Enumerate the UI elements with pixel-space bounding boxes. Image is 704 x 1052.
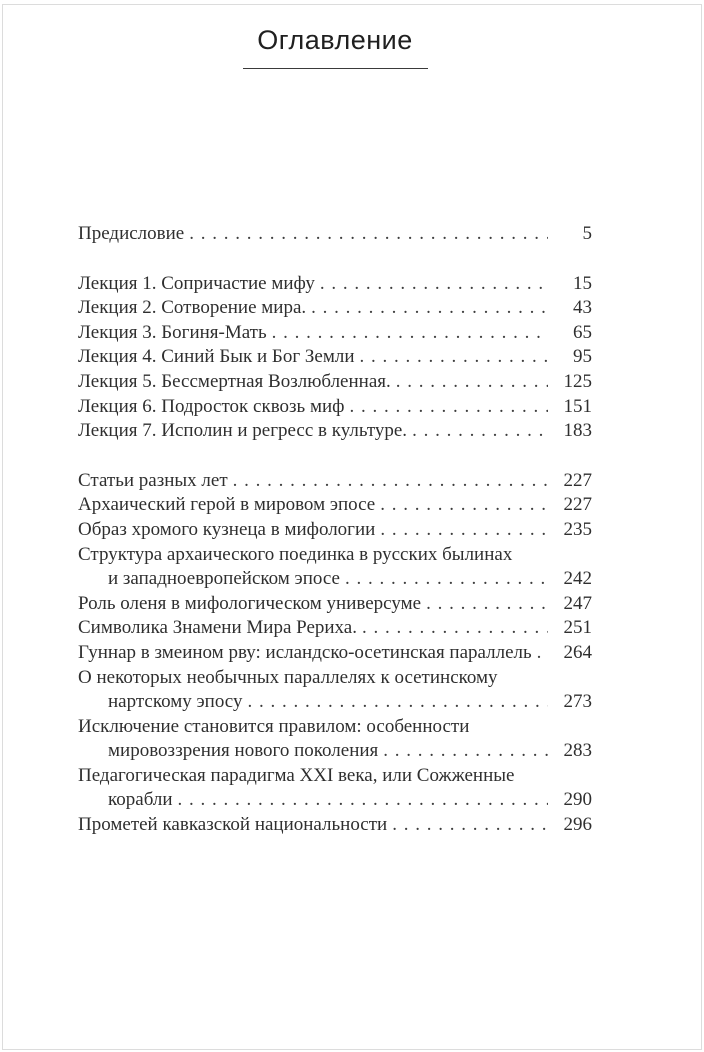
dot-leader — [380, 493, 548, 518]
toc-entry-title: Символика Знамени Мира Рериха. — [78, 617, 357, 639]
toc-entry-page: 235 — [563, 518, 592, 540]
toc-entry-page: 227 — [563, 494, 592, 516]
toc-entry-title: Исключение становится правилом: особенности — [78, 715, 470, 737]
dot-leader — [178, 788, 548, 813]
toc-entry-title: Статьи разных лет — [78, 469, 228, 491]
toc-entry-page: 65 — [573, 321, 592, 343]
toc-entry-page: 251 — [563, 617, 592, 639]
toc-entry-title: Образ хромого кузнеца в мифологии — [78, 518, 376, 540]
toc-entry — [78, 321, 592, 346]
toc-entry-line2 — [78, 788, 592, 813]
toc-entry-page: 183 — [563, 420, 592, 442]
toc-entry — [78, 616, 592, 641]
toc-entry — [78, 345, 592, 370]
toc-entry-page: 242 — [563, 568, 592, 590]
toc-entry-line2 — [78, 690, 592, 715]
table-of-contents — [78, 222, 592, 838]
toc-entry — [78, 641, 592, 666]
dot-leader — [426, 592, 548, 617]
toc-entry-title-continuation: мировоззрения нового поколения — [108, 740, 379, 762]
toc-entry — [78, 395, 592, 420]
toc-entry-line1 — [78, 715, 592, 740]
toc-entry-page: 95 — [573, 346, 592, 368]
dot-leader — [380, 518, 548, 543]
toc-entry-line1 — [78, 666, 592, 691]
toc-entry-title: Лекция 3. Богиня-Мать — [78, 321, 267, 343]
toc-content — [78, 0, 592, 838]
title-underline-rule — [243, 68, 428, 69]
toc-entry-page: 15 — [573, 272, 592, 294]
toc-entry — [78, 296, 592, 321]
toc-entry-title: Лекция 1. Сопричастие мифу — [78, 272, 315, 294]
page-title: Оглавление — [257, 25, 413, 55]
dot-leader — [311, 296, 548, 321]
toc-entry-title: Архаический герой в мировом эпосе — [78, 494, 376, 516]
toc-entry-page: 227 — [563, 469, 592, 491]
toc-entry-title: Прометей кавказской национальности — [78, 814, 388, 836]
dot-leader — [233, 469, 548, 494]
toc-entry-title: Предисловие — [78, 223, 185, 244]
toc-entry-title: Лекция 4. Синий Бык и Бог Земли — [78, 346, 355, 368]
toc-entry-title: О некоторых необычных параллелях к осетинскому — [78, 666, 498, 688]
toc-entry-title: Лекция 6. Подросток сквозь миф — [78, 395, 345, 417]
dot-leader — [247, 690, 548, 715]
toc-entry-title: Структура архаического поединка в русских былинах — [78, 543, 513, 565]
toc-entry-page: 264 — [563, 641, 592, 663]
toc-entry-page: 296 — [563, 814, 592, 836]
toc-entry — [78, 493, 592, 518]
dot-leader — [537, 641, 548, 666]
toc-entry-page: 273 — [563, 691, 592, 713]
toc-entry-title: Лекция 5. Бессмертная Возлюбленная. — [78, 370, 391, 392]
toc-entry-page: 283 — [563, 740, 592, 762]
dot-leader — [362, 616, 548, 641]
toc-entry — [78, 518, 592, 543]
toc-entry-title: Роль оленя в мифологическом универсуме — [78, 592, 422, 614]
dot-leader — [349, 395, 548, 420]
toc-entry — [78, 222, 592, 247]
dot-leader — [345, 567, 548, 592]
toc-entry-page: 125 — [563, 370, 592, 392]
toc-entry-line1 — [78, 764, 592, 789]
toc-entry-title: Лекция 7. Исполин и регресс в культуре. — [78, 420, 408, 442]
toc-entry-page: 247 — [563, 592, 592, 614]
toc-entry-line2 — [78, 739, 592, 764]
dot-leader — [396, 370, 548, 395]
toc-entry-page: 5 — [582, 223, 592, 244]
toc-entry-page: 43 — [573, 297, 592, 319]
dot-leader — [272, 321, 548, 346]
toc-entry-title-continuation: корабли — [108, 789, 173, 811]
dot-leader — [360, 345, 549, 370]
toc-entry — [78, 592, 592, 617]
toc-entry-title: Гуннар в змеином рву: исландско-осетинская параллель — [78, 641, 532, 663]
toc-entry-title: Лекция 2. Сотворение мира. — [78, 297, 307, 319]
toc-entry-page: 290 — [563, 789, 592, 811]
dot-leader — [189, 222, 548, 247]
toc-entry-title-continuation: и западноевропейском эпосе — [108, 568, 340, 590]
toc-entry-page: 151 — [563, 395, 592, 417]
toc-entry — [78, 469, 592, 494]
dot-leader — [320, 272, 548, 297]
toc-entry — [78, 419, 592, 444]
toc-entry-line1 — [78, 543, 592, 568]
toc-entry-title-continuation: нартскому эпосу — [108, 691, 243, 713]
toc-entry-title: Педагогическая парадигма XXI века, или Сожженные — [78, 764, 515, 786]
dot-leader — [412, 419, 548, 444]
toc-entry-line2 — [78, 567, 592, 592]
dot-leader — [383, 739, 548, 764]
toc-entry — [78, 370, 592, 395]
toc-entry — [78, 272, 592, 297]
toc-entry — [78, 813, 592, 838]
dot-leader — [392, 813, 548, 838]
